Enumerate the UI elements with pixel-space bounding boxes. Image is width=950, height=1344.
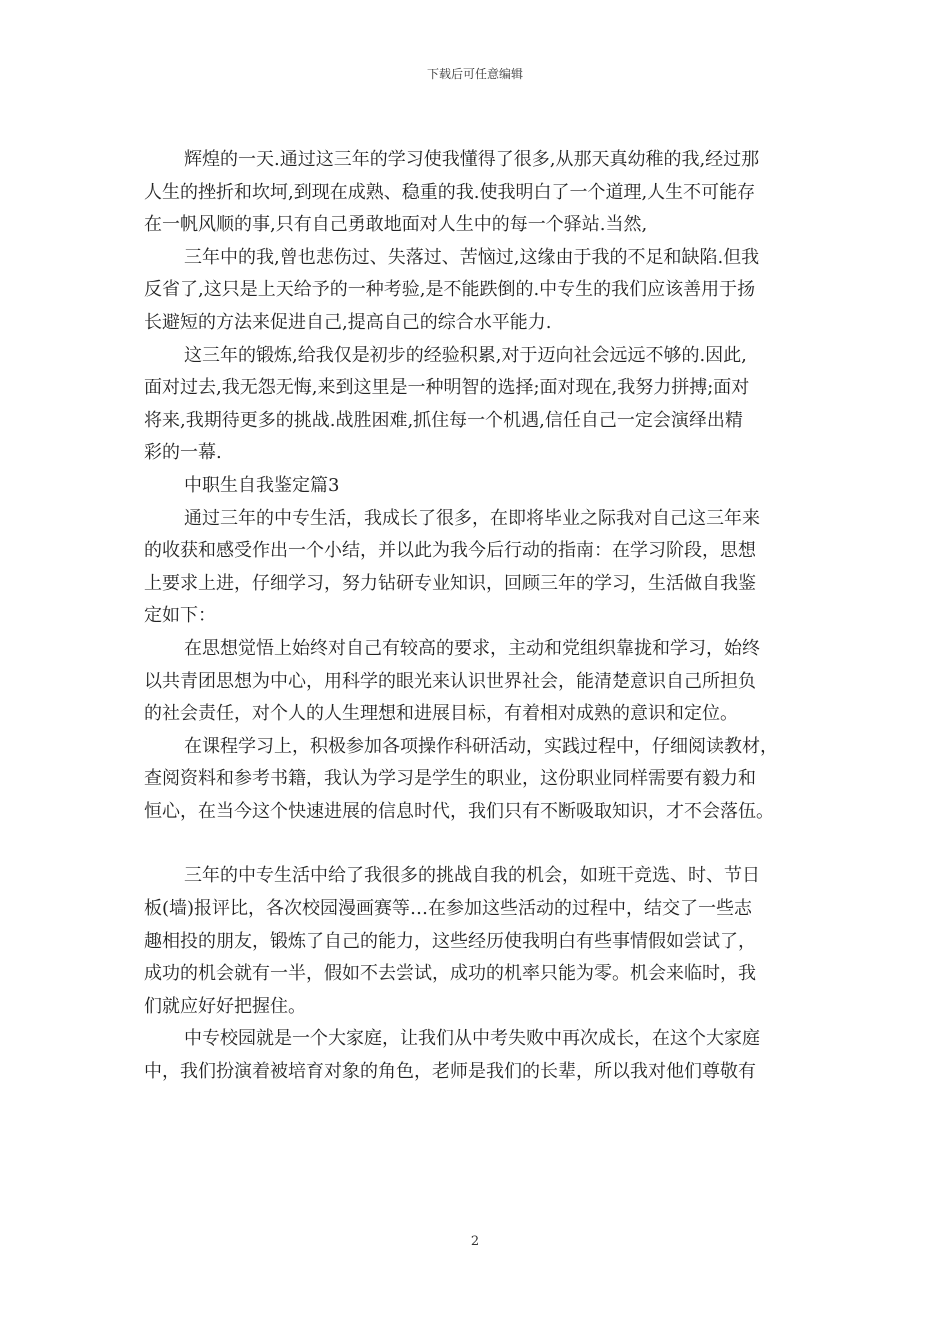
text-line: 辉煌的一天.通过这三年的学习使我懂得了很多,从那天真幼稚的我,经过那 <box>184 149 760 170</box>
text-line: 通过三年的中专生活，我成长了很多，在即将毕业之际我对自己这三年来 <box>184 507 760 529</box>
paragraph <box>144 860 824 1023</box>
paragraph-gap <box>144 828 824 860</box>
page-header <box>0 66 950 82</box>
text-line: 这三年的锻炼,给我仅是初步的经验积累,对于迈向社会远远不够的.因此, <box>184 344 747 366</box>
text-line: 长避短的方法来促进自己,提高自己的综合水平能力. <box>144 311 552 333</box>
text-line: 在课程学习上，积极参加各项操作科研活动，实践过程中，仔细阅读教材， <box>184 735 778 757</box>
text-line: 成功的机会就有一半，假如不去尝试，成功的机率只能为零。机会来临时，我 <box>144 963 756 985</box>
page-footer <box>0 1234 950 1250</box>
paragraph <box>144 340 824 470</box>
paragraph <box>144 144 824 242</box>
text-line: 们就应好好把握住。 <box>144 995 306 1017</box>
text-line: 在一帆风顺的事,只有自己勇敢地面对人生中的每一个驿站.当然, <box>144 214 648 236</box>
paragraph <box>144 1023 824 1088</box>
paragraph <box>144 242 824 340</box>
document-body <box>144 144 824 1089</box>
text-line: 趣相投的朋友，锻炼了自己的能力，这些经历使我明白有些事情假如尝试了， <box>144 930 756 952</box>
text-line: 中，我们扮演着被培育对象的角色，老师是我们的长辈，所以我对他们尊敬有 <box>144 1061 756 1083</box>
text-line: 上要求上进，仔细学习，努力钻研专业知识，回顾三年的学习，生活做自我鉴 <box>144 572 756 594</box>
text-line: 三年中的我,曾也悲伤过、失落过、苦恼过,这缘由于我的不足和缺陷.但我 <box>184 246 760 268</box>
page-number: 2 <box>470 1234 480 1249</box>
text-line: 面对过去,我无怨无悔,来到这里是一种明智的选择;面对现在,我努力拼搏;面对 <box>144 377 750 399</box>
text-line: 以共青团思想为中心，用科学的眼光来认识世界社会，能清楚意识自己所担负 <box>144 670 756 692</box>
text-line: 人生的挫折和坎坷,到现在成熟、稳重的我.使我明白了一个道理,人生不可能存 <box>144 181 756 203</box>
text-line: 彩的一幕. <box>144 442 222 464</box>
text-line: 查阅资料和参考书籍，我认为学习是学生的职业，这份职业同样需要有毅力和 <box>144 768 756 790</box>
text-line: 恒心，在当今这个快速进展的信息时代，我们只有不断吸取知识，才不会落伍。 <box>144 800 774 822</box>
section-heading: 中职生自我鉴定篇3 <box>184 474 340 496</box>
text-line: 的收获和感受作出一个小结，并以此为我今后行动的指南：在学习阶段，思想 <box>144 540 756 562</box>
text-line: 在思想觉悟上始终对自己有较高的要求，主动和党组织靠拢和学习，始终 <box>184 637 760 659</box>
paragraph <box>144 503 824 633</box>
paragraph <box>144 633 824 731</box>
paragraph <box>144 731 824 829</box>
text-line: 三年的中专生活中给了我很多的挑战自我的机会，如班干竞选、时、节日 <box>184 865 760 887</box>
text-line: 将来,我期待更多的挑战.战胜困难,抓住每一个机遇,信任自己一定会演绎出精 <box>144 409 743 431</box>
text-line: 板(墙)报评比，各次校园漫画赛等…在参加这些活动的过程中，结交了一些志 <box>144 898 753 920</box>
text-line: 的社会责任，对个人的人生理想和进展目标，有着相对成熟的意识和定位。 <box>144 703 738 725</box>
header-text: 下载后可任意编辑 <box>426 67 523 81</box>
text-line: 定如下： <box>144 605 216 627</box>
text-line: 反省了,这只是上天给予的一种考验,是不能跌倒的.中专生的我们应该善用于扬 <box>144 279 756 301</box>
text-line: 中专校园就是一个大家庭，让我们从中考失败中再次成长，在这个大家庭 <box>184 1028 760 1050</box>
